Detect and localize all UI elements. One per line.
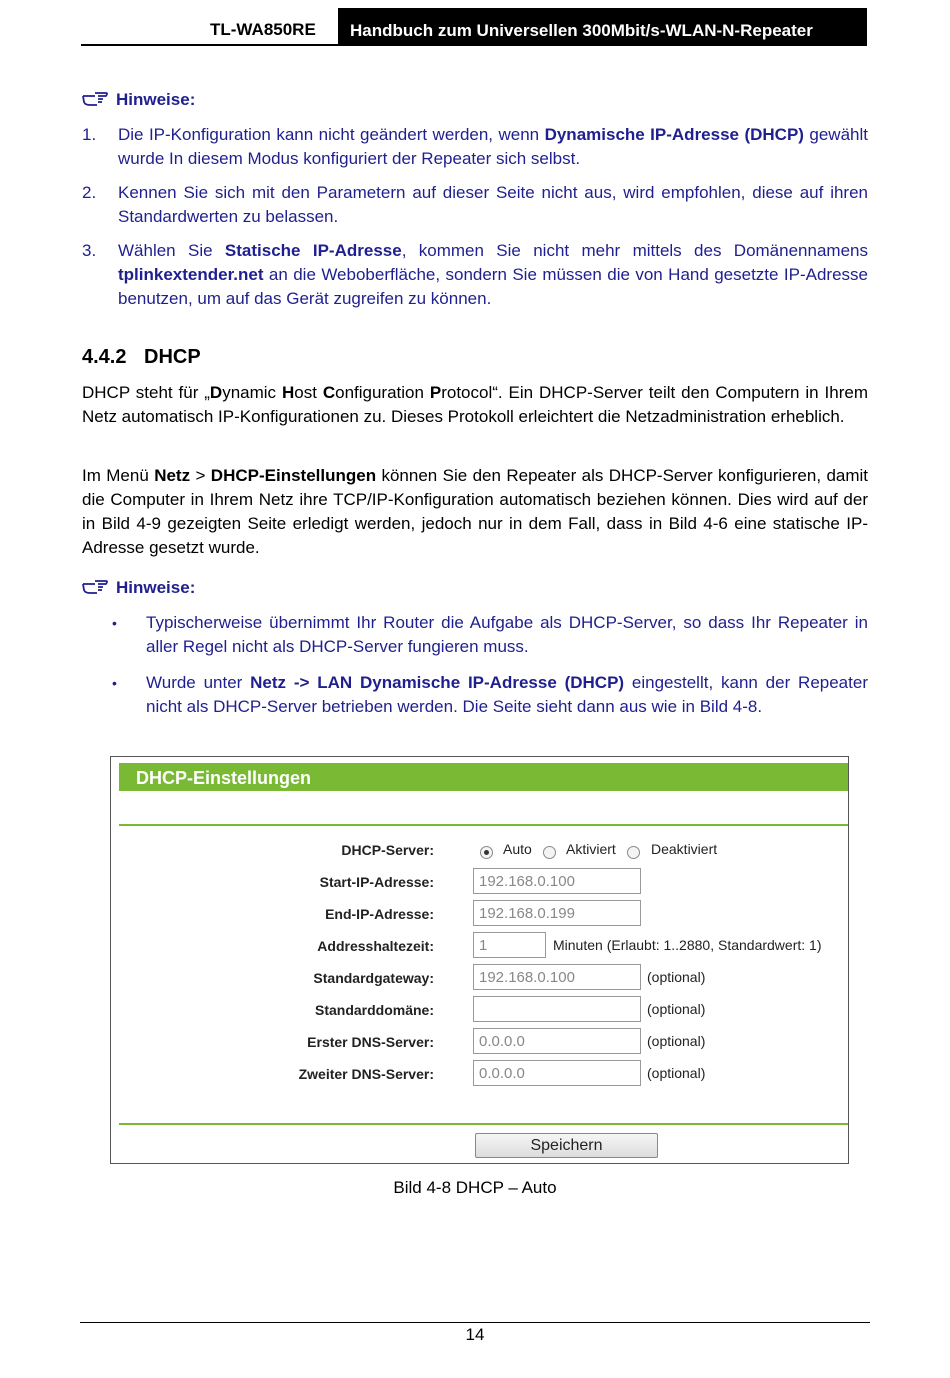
radio-disabled[interactable] — [627, 846, 640, 859]
gateway-input[interactable] — [473, 964, 641, 990]
page-number: 14 — [465, 1325, 485, 1344]
paragraph-dhcp-intro: DHCP steht für „Dynamic Host Configuration Protocol“. Ein DHCP-Server teilt den Computern in Ihrem Netz automatisch IP-Konfigurationen zu. Dieses Protokoll erleichtert die Netzadministration erheblich. — [82, 383, 868, 426]
start-ip-label: Start-IP-Adresse: — [319, 874, 434, 890]
panel-title: DHCP-Einstellungen — [119, 763, 848, 791]
gateway-hint: (optional) — [647, 969, 706, 985]
radio-auto[interactable] — [480, 846, 493, 859]
secondary-dns-label: Zweiter DNS-Server: — [298, 1066, 434, 1082]
list-text: Kennen Sie sich mit den Parametern auf dieser Seite nicht aus, wird empfohlen, diese auf ihren Standardwerten zu belassen. — [118, 183, 868, 226]
save-button[interactable]: Speichern — [475, 1133, 658, 1158]
note-heading-2 — [82, 578, 195, 598]
pointing-hand-icon — [82, 579, 108, 595]
list-text: Wurde unter Netz -> LAN Dynamische IP-Adresse (DHCP) eingestellt, kann der Repeater nicht als DHCP-Server betrieben werden. Die Seite sieht dann aus wie in Bild 4-8. — [146, 673, 868, 716]
header-model: TL-WA850RE — [210, 20, 316, 39]
section-heading — [82, 346, 201, 369]
row-dhcp-server — [111, 838, 850, 866]
domain-input[interactable] — [473, 996, 641, 1022]
list-item — [110, 611, 868, 659]
dhcp-settings-screenshot — [110, 756, 849, 1164]
pointing-hand-icon — [82, 91, 108, 107]
secondary-dns-input[interactable] — [473, 1060, 641, 1086]
row-secondary-dns — [111, 1060, 850, 1088]
row-gateway — [111, 964, 850, 992]
row-primary-dns — [111, 1028, 850, 1056]
row-end-ip — [111, 900, 850, 928]
list-number: 1. — [82, 125, 97, 144]
radio-auto-label: Auto — [503, 841, 532, 857]
footer-rule — [80, 1322, 870, 1323]
start-ip-input[interactable] — [473, 868, 641, 894]
paragraph-dhcp-menu: Im Menü Netz > DHCP-Einstellungen können Sie den Repeater als DHCP-Server konfigurieren, damit die Computer in Ihrem Netz ihre TCP/IP-Konfiguration automatisch beziehen können. Dies wird auf der in Bild 4-9 gezeigten Seite erledigt werden, jedoch nur in dem Fall, dass in Bild 4-6 eine statische IP-Adresse gesetzt wurde. — [82, 466, 869, 557]
end-ip-label: End-IP-Adresse: — [325, 906, 434, 922]
domain-hint: (optional) — [647, 1001, 706, 1017]
note-heading-1 — [82, 90, 195, 110]
note-title: Hinweise: — [116, 90, 196, 109]
lease-time-input[interactable] — [473, 932, 546, 958]
list-text: Die IP-Konfiguration kann nicht geändert werden, wenn Dynamische IP-Adresse (DHCP) gewählt wurde In diesem Modus konfiguriert der Repeater sich selbst. — [118, 125, 868, 168]
end-ip-input[interactable] — [473, 900, 641, 926]
header-title: Handbuch zum Universellen 300Mbit/s-WLAN-N-Repeater — [338, 8, 867, 46]
primary-dns-label: Erster DNS-Server: — [307, 1034, 434, 1050]
note-list-2 — [110, 611, 868, 731]
secondary-dns-hint: (optional) — [647, 1065, 706, 1081]
lease-time-label: Addresshaltezeit: — [317, 938, 434, 954]
radio-enabled[interactable] — [543, 846, 556, 859]
divider — [119, 1123, 848, 1125]
bullet-icon: • — [112, 675, 117, 691]
domain-label: Standarddomäne: — [314, 1002, 434, 1018]
list-number: 2. — [82, 183, 97, 202]
row-start-ip — [111, 868, 850, 896]
figure-caption: Bild 4-8 DHCP – Auto — [393, 1178, 557, 1197]
header-rule — [81, 44, 340, 46]
bullet-icon: • — [112, 615, 117, 631]
row-lease-time — [111, 932, 850, 960]
gateway-label: Standardgateway: — [313, 970, 434, 986]
radio-enabled-label: Aktiviert — [566, 841, 616, 857]
list-text: Wählen Sie Statische IP-Adresse, kommen Sie nicht mehr mittels des Domänennamens tplinkextender.net an die Weboberfläche, sondern Sie müssen die von Hand gesetzte IP-Adresse benutzen, um auf das Gerät zugreifen zu können. — [118, 241, 868, 308]
list-item — [82, 123, 868, 171]
row-domain — [111, 996, 850, 1024]
section-title: DHCP — [144, 346, 201, 368]
dhcp-server-label: DHCP-Server: — [341, 842, 434, 858]
list-item — [110, 671, 868, 719]
primary-dns-hint: (optional) — [647, 1033, 706, 1049]
note-title: Hinweise: — [116, 578, 196, 597]
list-number: 3. — [82, 241, 97, 260]
divider — [119, 824, 848, 826]
primary-dns-input[interactable] — [473, 1028, 641, 1054]
note-list-1 — [82, 123, 868, 321]
list-text: Typischerweise übernimmt Ihr Router die Aufgabe als DHCP-Server, so dass Ihr Repeater in aller Regel nicht als DHCP-Server fungieren muss. — [146, 613, 868, 656]
list-item — [82, 239, 868, 311]
section-number: 4.4.2 — [82, 346, 127, 368]
radio-disabled-label: Deaktiviert — [651, 841, 718, 857]
list-item — [82, 181, 868, 229]
lease-time-hint: Minuten (Erlaubt: 1..2880, Standardwert: 1) — [553, 937, 822, 953]
